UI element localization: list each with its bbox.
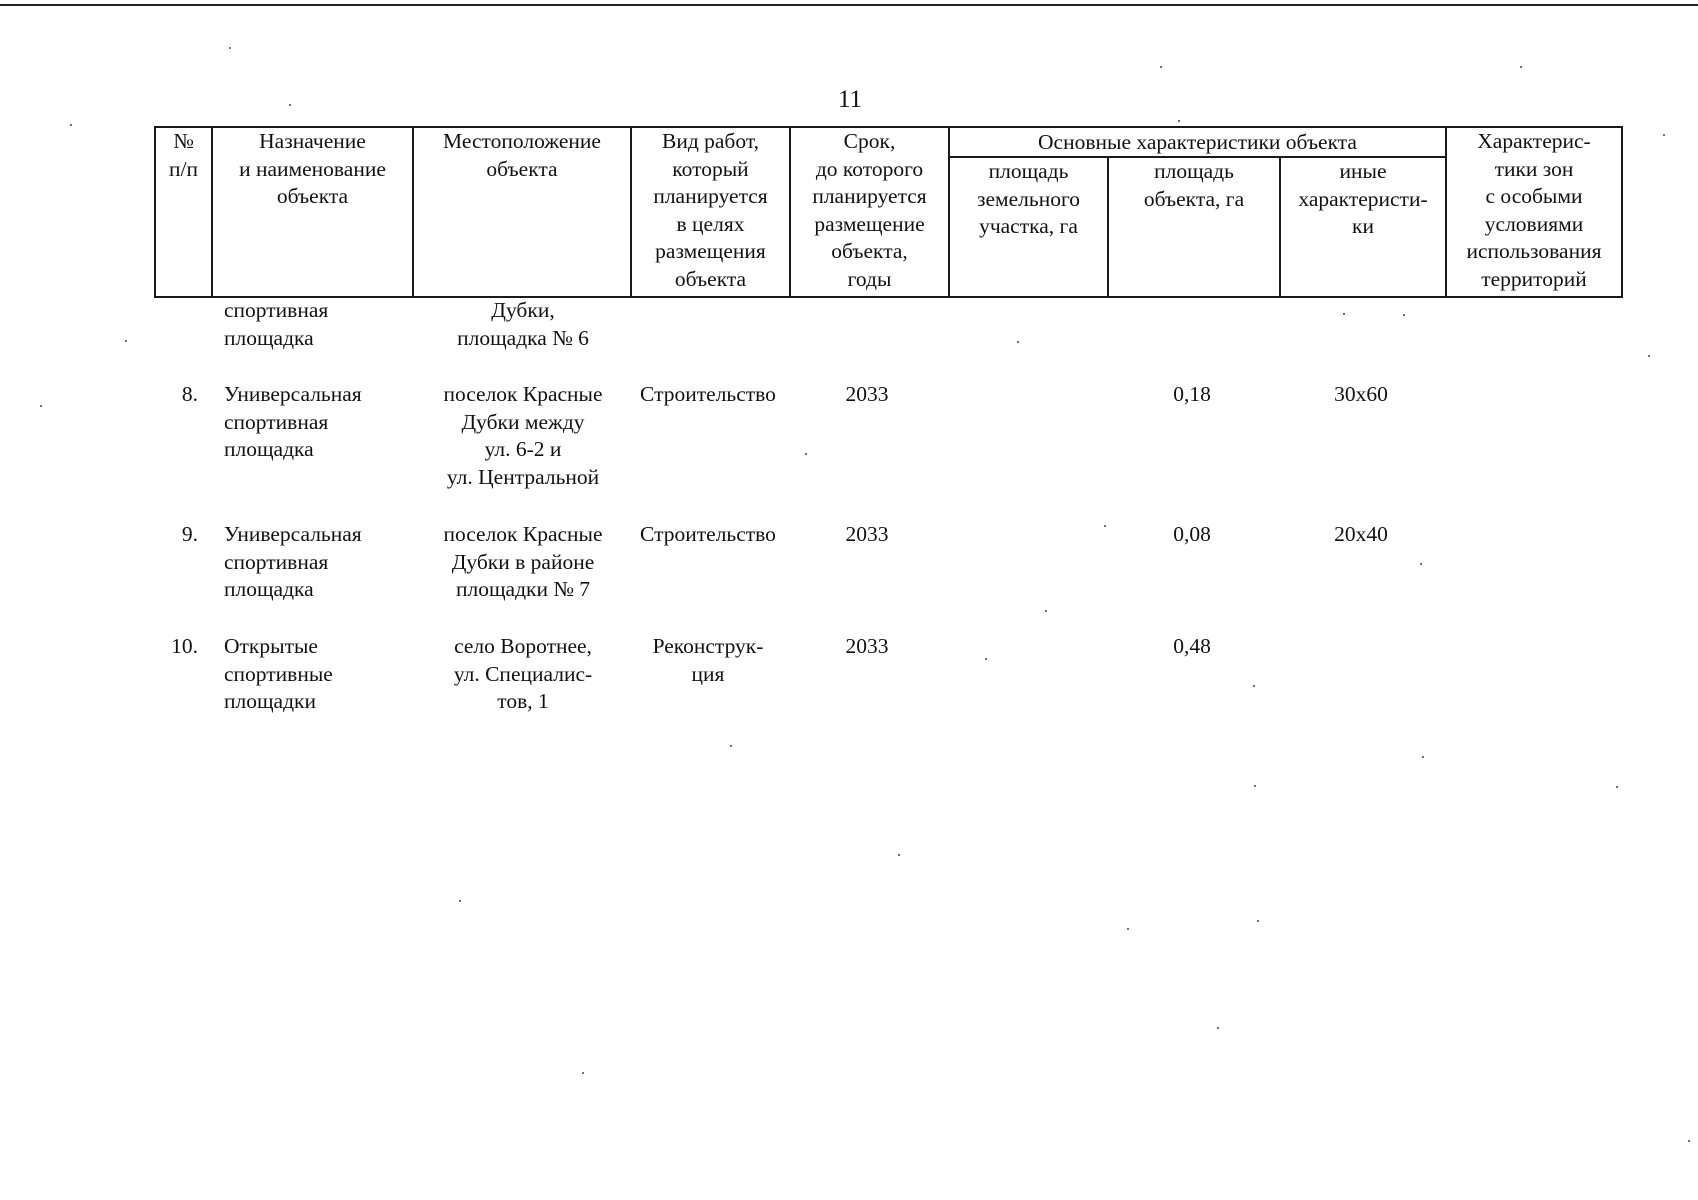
scan-speck [1663, 134, 1665, 136]
scan-speck [1254, 785, 1256, 787]
scan-speck [229, 47, 231, 49]
header-other: иные характеристи- ки [1280, 157, 1446, 297]
scan-speck [1017, 341, 1019, 343]
header-term: Срок, до которого планируется размещение объекта, годы [790, 127, 949, 297]
scan-speck [289, 104, 291, 106]
cell-location: поселок Красные Дубки между ул. 6-2 и ул. Центральной [443, 382, 603, 489]
scan-speck [1160, 66, 1162, 68]
cell-location: Дубки, площадка № 6 [457, 298, 589, 350]
header-main-characteristics: Основные характеристики объекта [949, 127, 1446, 157]
header-land-area: площадь земельного участка, га [949, 157, 1108, 297]
scan-speck [898, 854, 900, 856]
cell-num: 9. [181, 522, 198, 546]
header-work-type: Вид работ, который планируется в целях размещения объекта [631, 127, 790, 297]
scan-speck [1253, 685, 1255, 687]
cell-term: 2033 [845, 522, 889, 546]
header-location: Местоположение объекта [413, 127, 631, 297]
cell-name: Открытые спортивные площадки [224, 634, 333, 713]
scan-speck [1520, 66, 1522, 68]
scan-speck [582, 1072, 584, 1074]
cell-object-area: 0,08 [1173, 522, 1211, 546]
header-object-area: площадь объекта, га [1108, 157, 1280, 297]
scan-speck [1045, 610, 1047, 612]
cell-other: 20x40 [1334, 522, 1388, 546]
scan-speck [730, 745, 732, 747]
cell-term: 2033 [845, 634, 889, 658]
cell-name: спортивная площадка [224, 298, 329, 350]
scan-speck [1688, 1140, 1690, 1142]
scan-speck [1217, 1027, 1219, 1029]
cell-term: 2033 [845, 382, 889, 406]
cell-work-type: Строительство [640, 522, 776, 546]
scan-speck [1104, 525, 1106, 527]
scan-speck [1422, 756, 1424, 758]
scan-speck [1178, 120, 1180, 122]
scan-speck [40, 405, 42, 407]
scan-speck [805, 453, 807, 455]
scan-speck [70, 124, 72, 126]
cell-work-type: Строительство [640, 382, 776, 406]
cell-location: поселок Красные Дубки в районе площадки № 7 [443, 522, 603, 601]
scan-speck [1616, 786, 1618, 788]
cell-num: 10. [171, 634, 198, 658]
cell-name: Универсальная спортивная площадка [224, 382, 362, 461]
header-name: Назначение и наименование объекта [212, 127, 413, 297]
scan-speck [985, 658, 987, 660]
scan-speck [1127, 928, 1129, 930]
cell-other: 30x60 [1334, 382, 1388, 406]
scan-speck [1648, 355, 1650, 357]
scan-speck [459, 900, 461, 902]
page-number: 11 [837, 86, 863, 113]
header-zones: Характерис- тики зон с особыми условиями использования территорий [1446, 127, 1622, 297]
cell-object-area: 0,48 [1173, 634, 1211, 658]
scan-speck [1420, 563, 1422, 565]
scan-speck [1403, 314, 1405, 316]
scan-speck [125, 340, 127, 342]
header-num: № п/п [155, 127, 212, 297]
scan-speck [1257, 920, 1259, 922]
cell-name: Универсальная спортивная площадка [224, 522, 362, 601]
cell-work-type: Реконструк- ция [652, 634, 764, 686]
cell-object-area: 0,18 [1173, 382, 1211, 406]
cell-num: 8. [181, 382, 198, 406]
scan-speck [1343, 313, 1345, 315]
cell-location: село Воротнее, ул. Специалис- тов, 1 [453, 634, 593, 713]
